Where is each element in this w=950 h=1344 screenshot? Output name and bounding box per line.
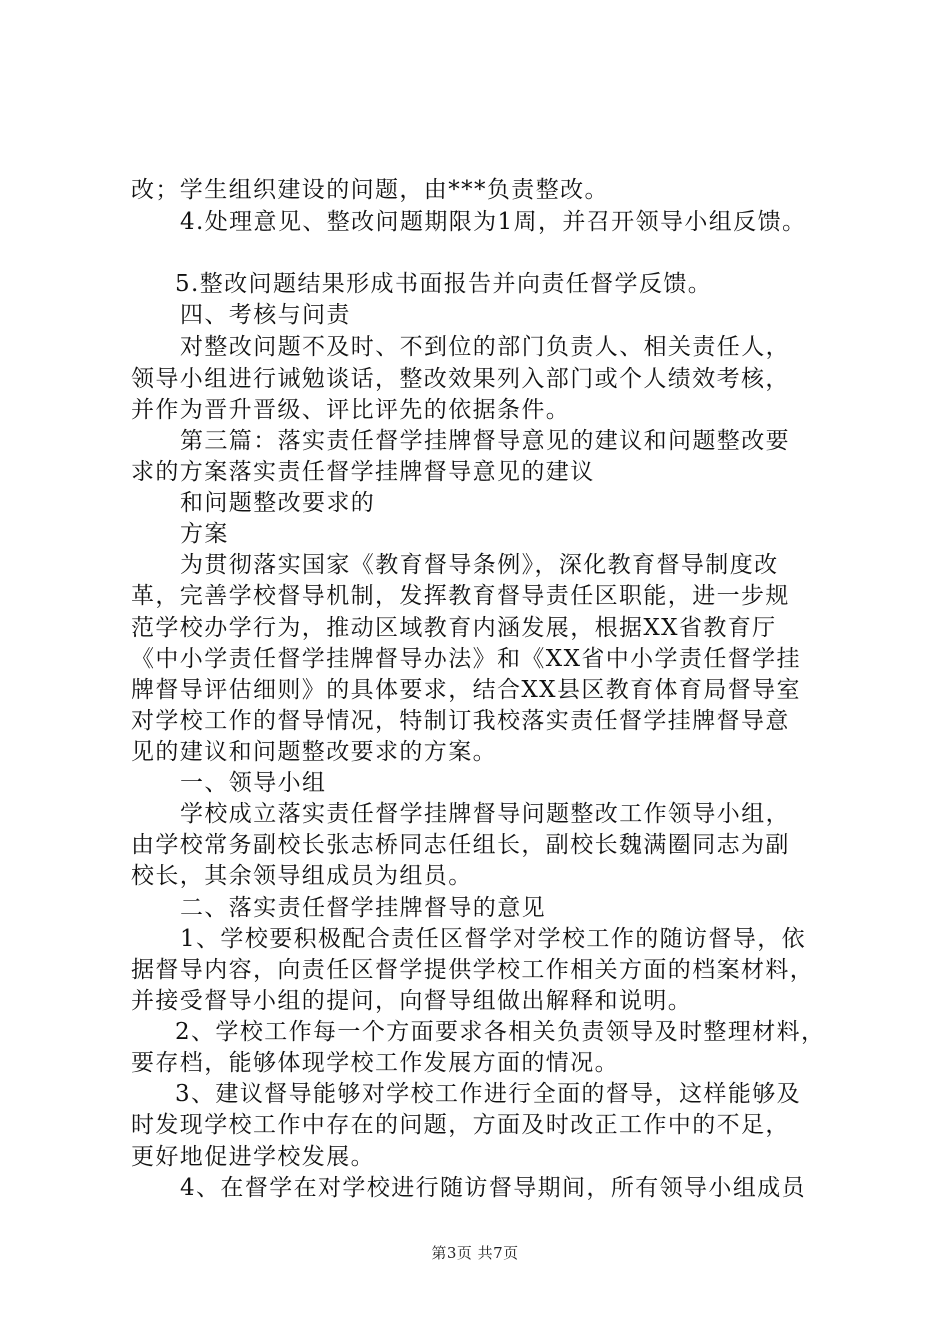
text-line: 改；学生组织建设的问题，由***负责整改。 xyxy=(131,177,609,203)
text-line: 并作为晋升晋级、评比评先的依据条件。 xyxy=(131,397,571,423)
text-line: 对学校工作的督导情况，特制订我校落实责任督学挂牌督导意 xyxy=(131,708,790,734)
text-line: 时发现学校工作中存在的问题，方面及时改正工作中的不足， xyxy=(131,1112,790,1138)
text-line: 学校成立落实责任督学挂牌督导问题整改工作领导小组， xyxy=(180,801,790,827)
text-line: 见的建议和问题整改要求的方案。 xyxy=(131,739,497,765)
text-line: 一、领导小组 xyxy=(180,770,327,796)
text-line: 4.处理意见、整改问题期限为1周，并召开领导小组反馈。 xyxy=(180,209,807,235)
text-line: 据督导内容，向责任区督学提供学校工作相关方面的档案材料， xyxy=(131,957,815,983)
text-line: 方案 xyxy=(180,521,229,547)
text-line: 领导小组进行诫勉谈话，整改效果列入部门或个人绩效考核， xyxy=(131,366,790,392)
text-line: 为贯彻落实国家《教育督导条例》，深化教育督导制度改 xyxy=(180,552,779,578)
text-line: 求的方案落实责任督学挂牌督导意见的建议 xyxy=(131,459,595,485)
text-line: 革，完善学校督导机制，发挥教育督导责任区职能，进一步规 xyxy=(131,583,790,609)
text-line: 1、学校要积极配合责任区督学对学校工作的随访督导，依 xyxy=(180,926,807,952)
page-number: 第3页 共7页 xyxy=(431,1244,519,1262)
text-line: 和问题整改要求的 xyxy=(180,490,376,516)
text-line: 对整改问题不及时、不到位的部门负责人、相关责任人， xyxy=(180,334,790,360)
text-line: 更好地促进学校发展。 xyxy=(131,1144,375,1170)
page-footer xyxy=(0,1243,950,1263)
text-line: 由学校常务副校长张志桥同志任组长，副校长魏满圈同志为副 xyxy=(131,832,790,858)
text-line: 并接受督导小组的提问，向督导组做出解释和说明。 xyxy=(131,988,693,1014)
text-line: 3、建议督导能够对学校工作进行全面的督导，这样能够及 xyxy=(175,1081,802,1107)
text-line: 四、考核与问责 xyxy=(180,302,351,328)
text-line: 要存档，能够体现学校工作发展方面的情况。 xyxy=(131,1050,619,1076)
text-line: 校长，其余领导组成员为组员。 xyxy=(131,863,473,889)
text-line: 5.整改问题结果形成书面报告并向责任督学反馈。 xyxy=(175,271,713,297)
text-line: 第三篇：落实责任督学挂牌督导意见的建议和问题整改要 xyxy=(180,428,790,454)
text-line: 4、在督学在对学校进行随访督导期间，所有领导小组成员 xyxy=(180,1175,807,1201)
text-line: 2、学校工作每一个方面要求各相关负责领导及时整理材料， xyxy=(175,1019,826,1045)
text-line: 《中小学责任督学挂牌督导办法》和《XX省中小学责任督学挂 xyxy=(131,646,801,672)
text-line: 牌督导评估细则》的具体要求，结合XX县区教育体育局督导室 xyxy=(131,677,801,703)
text-line: 二、落实责任督学挂牌督导的意见 xyxy=(180,895,546,921)
text-line: 范学校办学行为，推动区域教育内涵发展，根据XX省教育厅 xyxy=(131,615,777,641)
